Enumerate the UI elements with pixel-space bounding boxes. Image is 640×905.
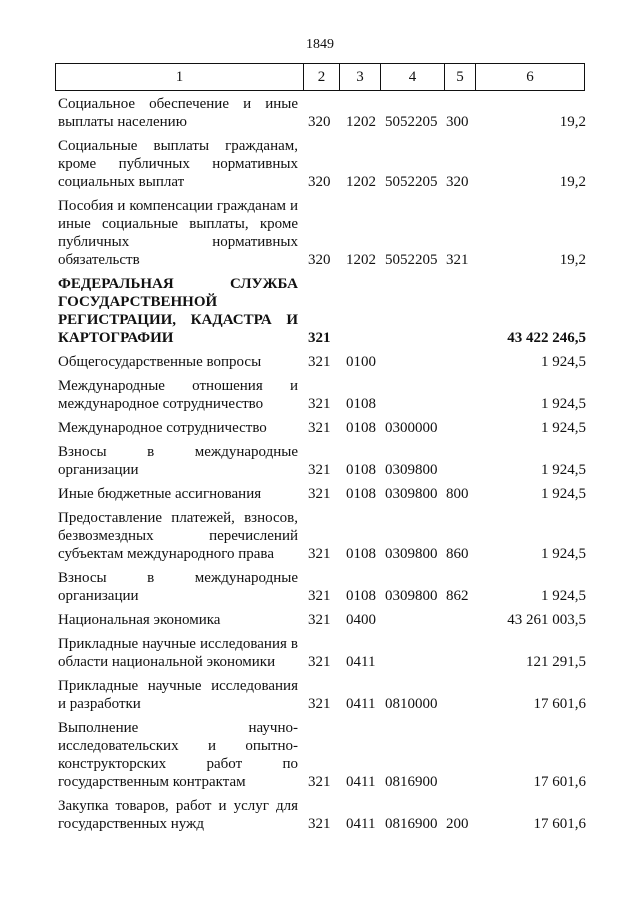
table-header xyxy=(55,63,585,91)
table-row xyxy=(58,509,586,563)
table-row xyxy=(58,797,586,833)
table-row xyxy=(58,611,586,629)
row-gr-code: 321 xyxy=(308,486,331,502)
row-gr-code: 320 xyxy=(308,114,331,130)
row-sum: 1 924,5 xyxy=(541,396,586,412)
row-csr-code: 0309800 xyxy=(385,588,438,604)
row-name: Выполнение научно-исследовательских и опытно-конструкторских работ по государственным контрактам xyxy=(58,720,298,790)
row-name: Прикладные научные исследования в области национальной экономики xyxy=(58,636,298,670)
budget-table-body xyxy=(58,95,586,839)
row-rz-code: 0411 xyxy=(346,696,376,712)
header-col-3: 3 xyxy=(340,64,381,90)
row-sum: 1 924,5 xyxy=(541,588,586,604)
row-gr-code: 321 xyxy=(308,816,331,832)
row-gr-code: 321 xyxy=(308,420,331,436)
row-gr-code: 321 xyxy=(308,696,331,712)
row-rz-code: 0100 xyxy=(346,354,376,370)
table-row xyxy=(58,719,586,791)
row-sum: 1 924,5 xyxy=(541,462,586,478)
row-sum: 17 601,6 xyxy=(533,816,586,832)
row-rz-code: 0108 xyxy=(346,588,376,604)
row-name: Социальное обеспечение и иные выплаты населению xyxy=(58,96,298,130)
row-gr-code: 320 xyxy=(308,252,331,268)
table-row xyxy=(58,419,586,437)
row-sum: 19,2 xyxy=(559,174,586,190)
table-row xyxy=(58,485,586,503)
table-row xyxy=(58,275,586,347)
table-row xyxy=(58,95,586,131)
row-sum: 17 601,6 xyxy=(533,696,586,712)
row-sum: 121 291,5 xyxy=(526,654,586,670)
row-rz-code: 0108 xyxy=(346,420,376,436)
row-gr-code: 321 xyxy=(308,588,331,604)
row-name: Международное сотрудничество xyxy=(58,420,267,436)
row-rz-code: 0108 xyxy=(346,462,376,478)
row-name: Социальные выплаты гражданам, кроме публичных нормативных социальных выплат xyxy=(58,138,298,190)
row-csr-code: 0309800 xyxy=(385,486,438,502)
row-csr-code: 5052205 xyxy=(385,174,438,190)
row-csr-code: 0309800 xyxy=(385,462,438,478)
row-gr-code: 321 xyxy=(308,462,331,478)
header-col-5: 5 xyxy=(445,64,476,90)
row-gr-code: 321 xyxy=(308,546,331,562)
page-number: 1849 xyxy=(306,37,334,52)
row-name: Прикладные научные исследования и разработки xyxy=(58,678,298,712)
row-rz-code: 0108 xyxy=(346,396,376,412)
row-name: Национальная экономика xyxy=(58,612,221,628)
row-sum: 43 261 003,5 xyxy=(507,612,586,628)
row-gr-code: 321 xyxy=(308,612,331,628)
row-rz-code: 1202 xyxy=(346,114,376,130)
row-gr-code: 321 xyxy=(308,396,331,412)
row-csr-code: 0816900 xyxy=(385,774,438,790)
row-rz-code: 0108 xyxy=(346,546,376,562)
row-sum: 43 422 246,5 xyxy=(507,330,586,346)
row-rz-code: 0411 xyxy=(346,654,376,670)
row-name: Пособия и компенсации гражданам и иные социальные выплаты, кроме публичных нормативных обязательств xyxy=(58,198,298,268)
row-name: ФЕДЕРАЛЬНАЯ СЛУЖБА ГОСУДАРСТВЕННОЙ РЕГИСТРАЦИИ, КАДАСТРА И КАРТОГРАФИИ xyxy=(58,276,298,346)
row-rz-code: 0400 xyxy=(346,612,376,628)
row-gr-code: 321 xyxy=(308,654,331,670)
row-gr-code: 321 xyxy=(308,330,331,346)
row-gr-code: 321 xyxy=(308,774,331,790)
row-vr-code: 860 xyxy=(446,546,469,562)
row-sum: 1 924,5 xyxy=(541,486,586,502)
row-csr-code: 0810000 xyxy=(385,696,438,712)
row-csr-code: 5052205 xyxy=(385,114,438,130)
row-rz-code: 0108 xyxy=(346,486,376,502)
row-sum: 17 601,6 xyxy=(533,774,586,790)
header-col-2: 2 xyxy=(304,64,340,90)
row-gr-code: 320 xyxy=(308,174,331,190)
row-name: Общегосударственные вопросы xyxy=(58,354,262,370)
header-col-1: 1 xyxy=(56,64,304,90)
row-sum: 1 924,5 xyxy=(541,354,586,370)
row-name: Предоставление платежей, взносов, безвозмездных перечислений субъектам международного права xyxy=(58,510,298,562)
row-vr-code: 300 xyxy=(446,114,469,130)
row-gr-code: 321 xyxy=(308,354,331,370)
table-row xyxy=(58,569,586,605)
row-rz-code: 1202 xyxy=(346,252,376,268)
table-row xyxy=(58,353,586,371)
row-sum: 19,2 xyxy=(559,114,586,130)
row-rz-code: 1202 xyxy=(346,174,376,190)
row-sum: 1 924,5 xyxy=(541,546,586,562)
header-col-4: 4 xyxy=(381,64,445,90)
row-csr-code: 0300000 xyxy=(385,420,438,436)
row-name: Иные бюджетные ассигнования xyxy=(58,486,262,502)
row-name: Закупка товаров, работ и услуг для государственных нужд xyxy=(58,798,298,832)
row-csr-code: 0309800 xyxy=(385,546,438,562)
table-row xyxy=(58,137,586,191)
row-name: Взносы в международные организации xyxy=(58,570,298,604)
row-name: Международные отношения и международное сотрудничество xyxy=(58,378,298,412)
table-row xyxy=(58,197,586,269)
row-rz-code: 0411 xyxy=(346,774,376,790)
row-name: Взносы в международные организации xyxy=(58,444,298,478)
row-csr-code: 5052205 xyxy=(385,252,438,268)
table-row xyxy=(58,635,586,671)
row-vr-code: 320 xyxy=(446,174,469,190)
table-row xyxy=(58,377,586,413)
row-sum: 1 924,5 xyxy=(541,420,586,436)
header-col-6: 6 xyxy=(526,69,534,85)
table-row xyxy=(58,677,586,713)
table-row xyxy=(58,443,586,479)
row-sum: 19,2 xyxy=(559,252,586,268)
row-csr-code: 0816900 xyxy=(385,816,438,832)
row-vr-code: 200 xyxy=(446,816,469,832)
row-rz-code: 0411 xyxy=(346,816,376,832)
row-vr-code: 800 xyxy=(446,486,469,502)
row-vr-code: 862 xyxy=(446,588,469,604)
row-vr-code: 321 xyxy=(446,252,469,268)
